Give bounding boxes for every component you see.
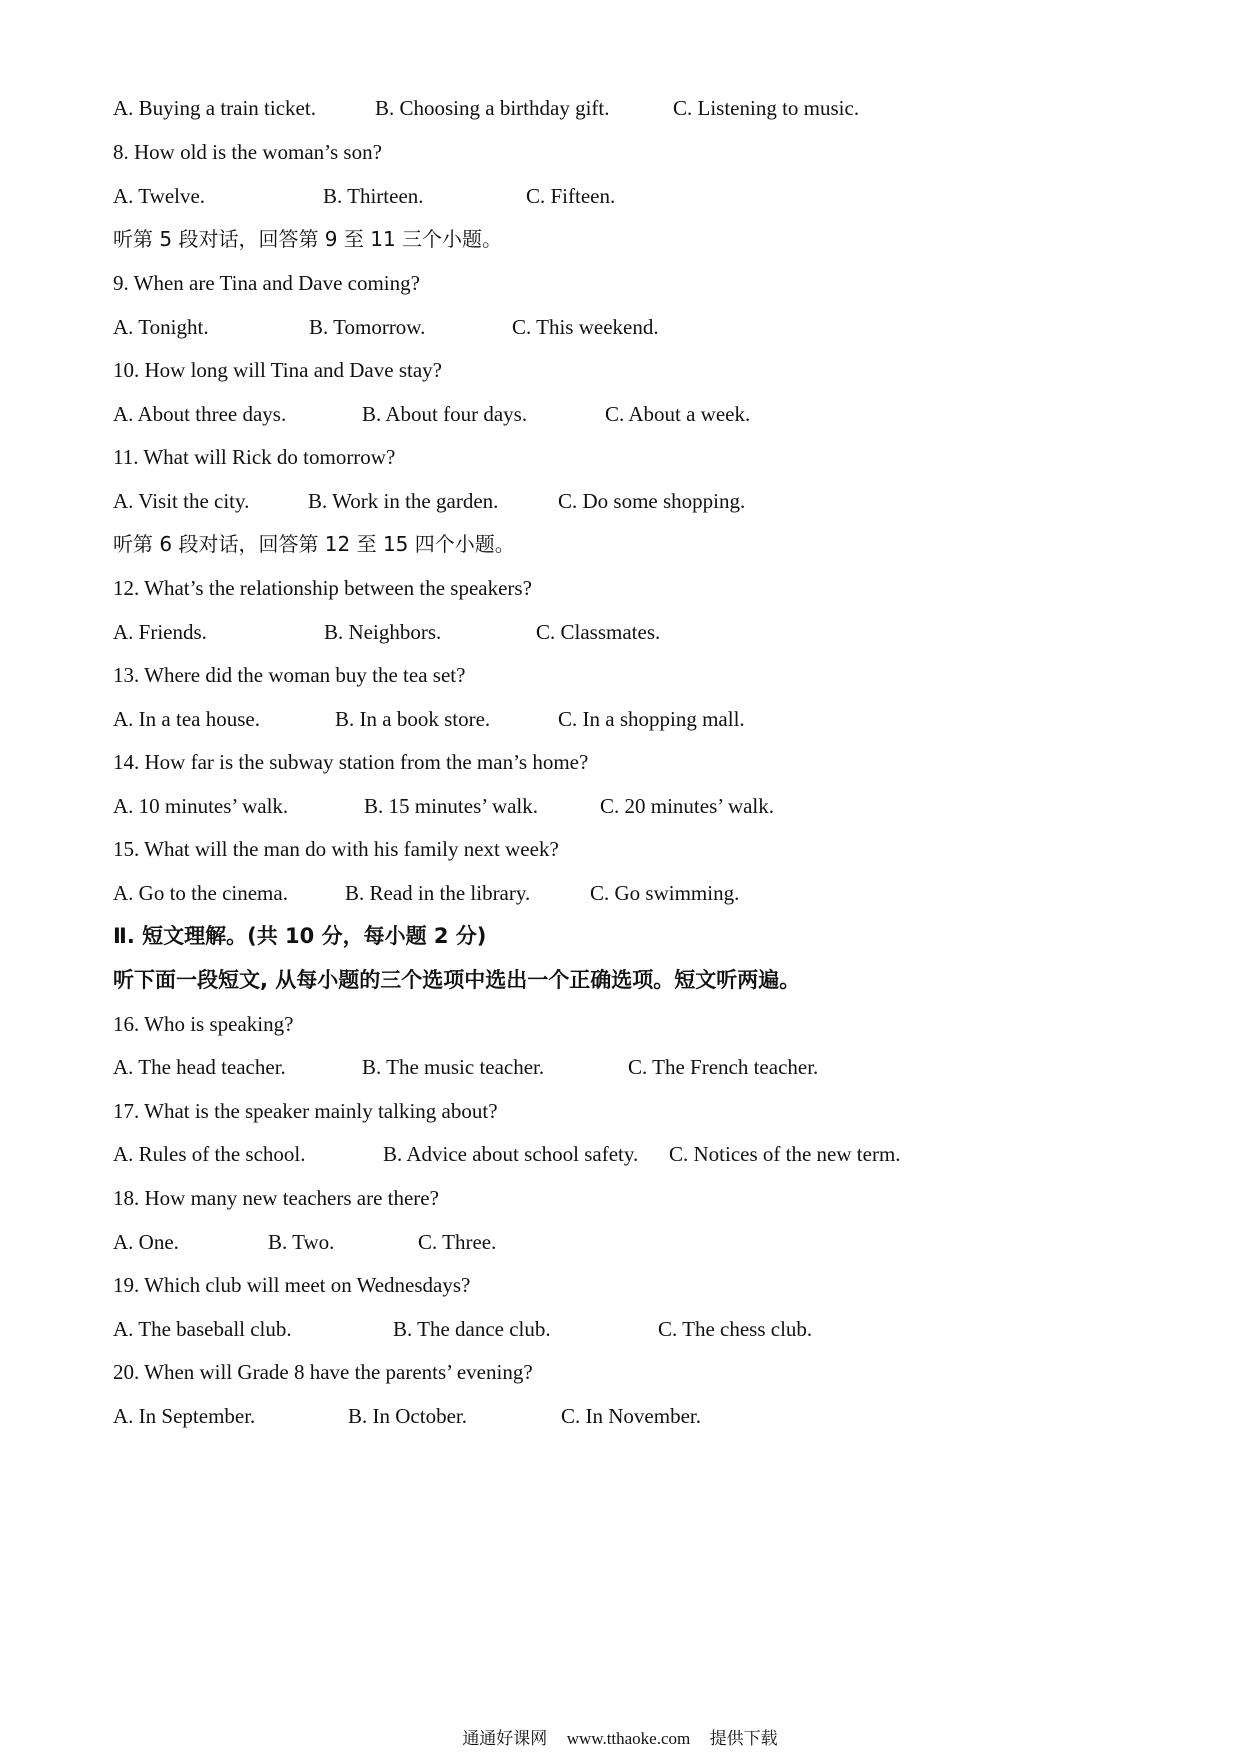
q18-option-a: A. One. xyxy=(113,1230,179,1254)
q7-option-a: A. Buying a train ticket. xyxy=(113,96,316,120)
q13-option-a: A. In a tea house. xyxy=(113,707,260,731)
q16-option-b: B. The music teacher. xyxy=(362,1055,545,1079)
q9-option-a: A. Tonight. xyxy=(113,315,209,339)
q17-question: 17. What is the speaker mainly talking about? xyxy=(113,1099,498,1123)
q13-question: 13. Where did the woman buy the tea set? xyxy=(113,663,466,687)
q12-option-b: B. Neighbors. xyxy=(324,620,442,644)
footer-download-text: 提供下载 xyxy=(709,1729,778,1749)
q18-option-c: C. Three. xyxy=(418,1230,497,1254)
q15-option-a: A. Go to the cinema. xyxy=(113,881,288,905)
q13-option-c: C. In a shopping mall. xyxy=(558,707,745,731)
q20-option-a: A. In September. xyxy=(113,1404,256,1428)
q14-option-c: C. 20 minutes’ walk. xyxy=(600,794,775,818)
q8-option-b: B. Thirteen. xyxy=(323,184,424,208)
q7-option-c: C. Listening to music. xyxy=(673,96,860,120)
page-footer xyxy=(0,1728,1240,1750)
q18-option-b: B. Two. xyxy=(268,1230,335,1254)
q10-option-c: C. About a week. xyxy=(605,402,751,426)
q11-question: 11. What will Rick do tomorrow? xyxy=(113,445,396,469)
q16-option-a: A. The head teacher. xyxy=(113,1055,286,1079)
q14-option-a: A. 10 minutes’ walk. xyxy=(113,794,289,818)
q8-option-c: C. Fifteen. xyxy=(526,184,616,208)
q12-option-c: C. Classmates. xyxy=(536,620,661,644)
q14-question: 14. How far is the subway station from the man’s home? xyxy=(113,750,589,774)
q11-option-c: C. Do some shopping. xyxy=(558,489,746,513)
q10-question: 10. How long will Tina and Dave stay? xyxy=(113,358,442,382)
q8-question: 8. How old is the woman’s son? xyxy=(113,140,382,164)
q9-option-c: C. This weekend. xyxy=(512,315,659,339)
q12-option-a: A. Friends. xyxy=(113,620,207,644)
q15-option-c: C. Go swimming. xyxy=(590,881,740,905)
q18-question: 18. How many new teachers are there? xyxy=(113,1186,439,1210)
q12-question: 12. What’s the relationship between the speakers? xyxy=(113,576,532,600)
q15-question: 15. What will the man do with his family next week? xyxy=(113,837,559,861)
q9-option-b: B. Tomorrow. xyxy=(309,315,426,339)
q19-option-a: A. The baseball club. xyxy=(113,1317,292,1341)
dialogue-5-instruction: 听第 5 段对话，回答第 9 至 11 三个小题。 xyxy=(113,227,503,251)
q14-option-b: B. 15 minutes’ walk. xyxy=(364,794,539,818)
q20-option-c: C. In November. xyxy=(561,1404,701,1428)
q11-option-a: A. Visit the city. xyxy=(113,489,250,513)
q20-question: 20. When will Grade 8 have the parents’ evening? xyxy=(113,1360,533,1384)
q9-question: 9. When are Tina and Dave coming? xyxy=(113,271,420,295)
q10-option-a: A. About three days. xyxy=(113,402,287,426)
q7-option-b: B. Choosing a birthday gift. xyxy=(375,96,610,120)
q19-option-c: C. The chess club. xyxy=(658,1317,813,1341)
q8-option-a: A. Twelve. xyxy=(113,184,206,208)
q13-option-b: B. In a book store. xyxy=(335,707,491,731)
q20-option-b: B. In October. xyxy=(348,1404,467,1428)
q17-option-b: B. Advice about school safety. xyxy=(383,1142,639,1166)
q16-option-c: C. The French teacher. xyxy=(628,1055,819,1079)
q19-question: 19. Which club will meet on Wednesdays? xyxy=(113,1273,471,1297)
q11-option-b: B. Work in the garden. xyxy=(308,489,499,513)
footer-brand: 通通好课网 xyxy=(462,1729,548,1749)
q10-option-b: B. About four days. xyxy=(362,402,528,426)
footer-site-link[interactable]: www.tthaoke.com xyxy=(566,1729,691,1748)
q17-option-c: C. Notices of the new term. xyxy=(669,1142,901,1166)
q16-question: 16. Who is speaking? xyxy=(113,1012,294,1036)
section-2-instruction: 听下面一段短文, 从每小题的三个选项中选出一个正确选项。短文听两遍。 xyxy=(113,968,801,992)
q17-option-a: A. Rules of the school. xyxy=(113,1142,306,1166)
dialogue-6-instruction: 听第 6 段对话，回答第 12 至 15 四个小题。 xyxy=(113,532,515,556)
q15-option-b: B. Read in the library. xyxy=(345,881,531,905)
q19-option-b: B. The dance club. xyxy=(393,1317,551,1341)
section-2-title: Ⅱ. 短文理解。(共 10 分，每小题 2 分) xyxy=(113,924,487,948)
